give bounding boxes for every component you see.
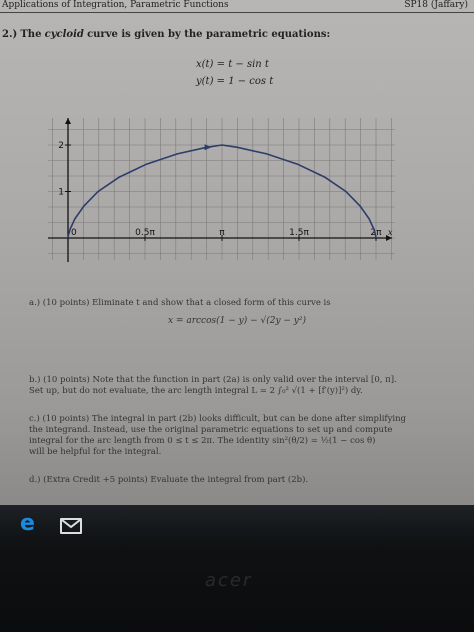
part-b-line2: Set up, but do not evaluate, the arc length integral L = 2 ∫₀² √(1 + [f′(y)]²) dy. [29,386,363,396]
x-axis-label: x [388,228,393,237]
part-b-label: b.) [29,375,41,385]
part-c-label: c.) [29,414,40,424]
part-d [29,475,454,486]
part-c [29,414,454,458]
bezel-logo: acer [205,570,253,591]
intro-prefix: The [20,29,42,40]
page-header [0,0,474,13]
problem-intro [2,29,330,40]
internet-explorer-icon[interactable]: e [20,511,35,536]
x-tick-label: 0.5π [135,228,155,238]
part-d-label: d.) [29,475,41,485]
header-course: SP18 (Jaffary) [404,0,468,10]
x-tick-label: 1.5π [289,228,309,238]
equation-y: y(t) = 1 − cos t [196,76,274,87]
header-title: Applications of Integration, Parametric Functions [2,0,229,10]
y-axis-arrow [65,118,71,124]
intro-term: cycloid [44,29,84,40]
part-a-label: a.) [29,298,41,308]
grid [40,118,400,260]
x-tick-label: π [219,228,225,238]
intro-suffix: curve is given by the parametric equations: [87,29,331,40]
mail-icon[interactable] [60,518,82,534]
part-a-formula: x = arccos(1 − y) − √(2y − y²) [168,316,307,326]
part-d-text: (Extra Credit +5 points) Evaluate the integral from part (2b). [43,475,309,485]
part-c-line4: will be helpful for the integral. [29,447,162,457]
part-c-line2: the integrand. Instead, use the original parametric equations to set up and compute [29,425,393,435]
y-tick-label: 1 [58,187,64,198]
part-b-line1: (10 points) Note that the function in part (2a) is only valid over the interval [0, π]. [43,375,397,385]
part-a-text: (10 points) Eliminate t and show that a closed form of this curve is [42,298,331,308]
part-c-line3: integral for the arc length from 0 ≤ t ≤ 2π. The identity sin²(θ/2) = ½(1 − cos θ) [29,436,376,446]
part-c-line1: (10 points) The integral in part (2b) looks difficult, but can be done after simplifying [42,414,407,424]
y-tick-label: 2 [58,141,64,151]
equation-x: x(t) = t − sin t [196,59,269,70]
x-tick-label: 2π [370,228,382,238]
tick-labels [58,141,393,241]
part-b [29,375,454,397]
problem-number: 2.) [2,29,18,40]
part-a [29,298,454,309]
x-tick-label: 0 [71,228,77,238]
cycloid-graph [40,110,400,270]
